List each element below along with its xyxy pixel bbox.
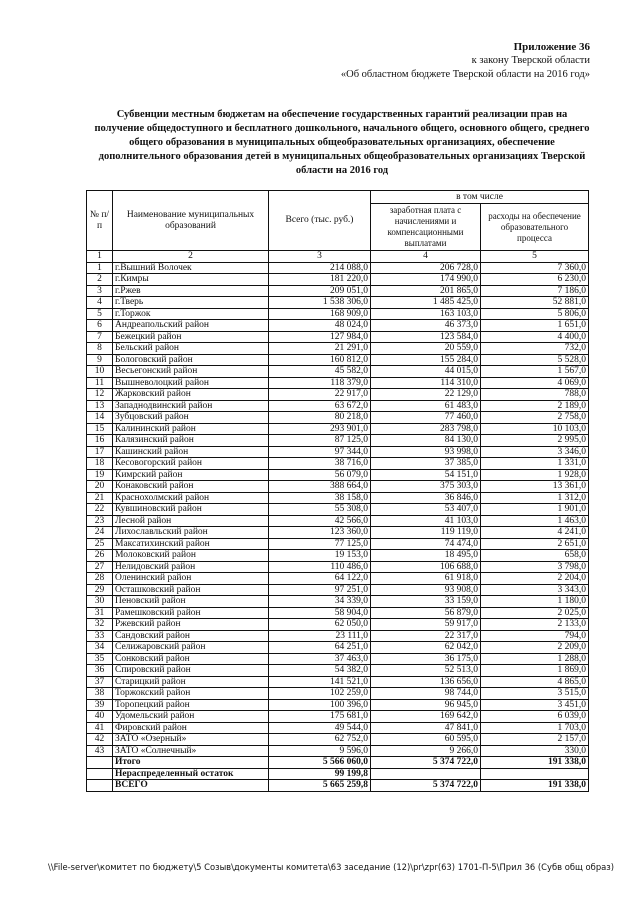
expenses-amount: 6 230,0 [481,274,589,286]
total-amount: 118 379,0 [269,377,371,389]
municipality-name: Вышневолоцкий район [113,377,269,389]
row-number: 17 [87,446,113,458]
expenses-amount: 5 806,0 [481,308,589,320]
salary-amount [371,768,481,780]
table-row [87,653,589,665]
table-row [87,699,589,711]
table-row [87,607,589,619]
total-amount: 168 909,0 [269,308,371,320]
table-row [87,285,589,297]
summary-label: Нераспределенный остаток [113,768,269,780]
salary-amount: 106 688,0 [371,561,481,573]
row-number: 14 [87,412,113,424]
row-number: 36 [87,665,113,677]
salary-amount: 47 841,0 [371,722,481,734]
expenses-amount: 658,0 [481,550,589,562]
table-row [87,354,589,366]
total-amount: 64 251,0 [269,642,371,654]
row-number: 35 [87,653,113,665]
expenses-amount: 191 338,0 [481,757,589,769]
total-amount: 22 917,0 [269,389,371,401]
expenses-amount: 4 069,0 [481,377,589,389]
municipality-name: Селижаровский район [113,642,269,654]
expenses-amount: 2 651,0 [481,538,589,550]
row-number: 28 [87,573,113,585]
total-amount: 77 125,0 [269,538,371,550]
expenses-amount: 7 360,0 [481,262,589,274]
row-number: 27 [87,561,113,573]
expenses-amount: 3 343,0 [481,584,589,596]
col-header-including: в том числе [371,191,589,204]
total-amount: 49 544,0 [269,722,371,734]
header-row-1 [87,191,589,204]
table-row [87,584,589,596]
expenses-amount: 794,0 [481,630,589,642]
municipality-name: Лихославльский район [113,527,269,539]
municipality-name: Оленинский район [113,573,269,585]
municipality-name: Зубцовский район [113,412,269,424]
col-header-name: Наименование муниципальных образований [113,191,269,251]
document-header [341,40,590,82]
salary-amount: 77 460,0 [371,412,481,424]
grand-total-row [87,780,589,792]
total-amount: 21 291,0 [269,343,371,355]
table-row [87,538,589,550]
expenses-amount: 3 798,0 [481,561,589,573]
row-number: 41 [87,722,113,734]
salary-amount: 5 374 722,0 [371,780,481,792]
expenses-amount: 4 865,0 [481,676,589,688]
table-row [87,297,589,309]
file-path-footer: \\File-server\комитет по бюджету\5 Созыв\документы комитета\63 заседание (12)\pr\zpr(63) 1701-П-5\Прил 36 (Субв общ образ) [48,862,615,872]
total-amount: 58 904,0 [269,607,371,619]
total-row [87,757,589,769]
row-number: 29 [87,584,113,596]
table-row [87,308,589,320]
salary-amount: 93 998,0 [371,446,481,458]
total-amount: 62 752,0 [269,734,371,746]
total-amount: 388 664,0 [269,481,371,493]
salary-amount: 52 513,0 [371,665,481,677]
expenses-amount: 330,0 [481,745,589,757]
salary-amount: 36 175,0 [371,653,481,665]
row-number: 8 [87,343,113,355]
table-row [87,274,589,286]
table-row [87,492,589,504]
total-amount: 19 153,0 [269,550,371,562]
table-row [87,469,589,481]
table-row [87,688,589,700]
appendix-number: Приложение 36 [513,41,590,53]
municipality-name: Конаковский район [113,481,269,493]
municipality-name: Осташковский район [113,584,269,596]
municipality-name: Удомельский район [113,711,269,723]
salary-amount: 136 656,0 [371,676,481,688]
total-amount: 209 051,0 [269,285,371,297]
expenses-amount: 1 869,0 [481,665,589,677]
table-row [87,458,589,470]
table-row [87,596,589,608]
expenses-amount: 788,0 [481,389,589,401]
table-row [87,561,589,573]
municipality-name: Фировский район [113,722,269,734]
table-row [87,400,589,412]
expenses-amount: 13 361,0 [481,481,589,493]
municipality-name: Бежецкий район [113,331,269,343]
table-row [87,665,589,677]
table-row [87,331,589,343]
municipality-name: Калининский район [113,423,269,435]
expenses-amount: 7 186,0 [481,285,589,297]
row-number: 9 [87,354,113,366]
expenses-amount: 191 338,0 [481,780,589,792]
salary-amount: 155 284,0 [371,354,481,366]
expenses-amount: 2 157,0 [481,734,589,746]
table-row [87,676,589,688]
salary-amount: 53 407,0 [371,504,481,516]
municipality-name: г.Ржев [113,285,269,297]
municipality-name: Жарковский район [113,389,269,401]
salary-amount: 60 595,0 [371,734,481,746]
total-amount: 87 125,0 [269,435,371,447]
municipality-name: Бельский район [113,343,269,355]
salary-amount: 18 495,0 [371,550,481,562]
total-amount: 80 218,0 [269,412,371,424]
total-amount: 55 308,0 [269,504,371,516]
table-row [87,745,589,757]
col-number: 4 [371,251,481,263]
municipality-name: Андреапольский район [113,320,269,332]
total-amount: 62 050,0 [269,619,371,631]
table-row [87,504,589,516]
expenses-amount: 2 025,0 [481,607,589,619]
row-number: 1 [87,262,113,274]
law-title: «Об областном бюджете Тверской области на 2016 год» [340,69,590,80]
table-row [87,262,589,274]
salary-amount: 114 310,0 [371,377,481,389]
empty-cell [87,757,113,769]
salary-amount: 283 798,0 [371,423,481,435]
row-number: 30 [87,596,113,608]
table-row [87,711,589,723]
salary-amount: 84 130,0 [371,435,481,447]
municipality-name: Кувшиновский район [113,504,269,516]
expenses-amount: 2 189,0 [481,400,589,412]
row-number: 10 [87,366,113,378]
salary-amount: 123 584,0 [371,331,481,343]
row-number: 7 [87,331,113,343]
total-amount: 99 199,8 [269,768,371,780]
table-row [87,619,589,631]
expenses-amount: 1 312,0 [481,492,589,504]
row-number: 26 [87,550,113,562]
total-amount: 1 538 306,0 [269,297,371,309]
row-number: 20 [87,481,113,493]
total-amount: 37 463,0 [269,653,371,665]
col-header-salary: заработная плата с начислениями и компенсационными выплатами [371,204,481,251]
expenses-amount: 6 039,0 [481,711,589,723]
expenses-amount: 2 133,0 [481,619,589,631]
salary-amount: 206 728,0 [371,262,481,274]
table-row [87,435,589,447]
row-number: 18 [87,458,113,470]
municipality-name: Спировский район [113,665,269,677]
total-amount: 214 088,0 [269,262,371,274]
salary-amount: 46 373,0 [371,320,481,332]
expenses-amount: 1 331,0 [481,458,589,470]
row-number: 3 [87,285,113,297]
row-number: 39 [87,699,113,711]
salary-amount: 41 103,0 [371,515,481,527]
municipality-name: Рамешковский район [113,607,269,619]
salary-amount: 33 159,0 [371,596,481,608]
salary-amount: 62 042,0 [371,642,481,654]
municipality-name: Бологовский район [113,354,269,366]
municipality-name: Сонковский район [113,653,269,665]
row-number: 38 [87,688,113,700]
municipality-name: г.Кимры [113,274,269,286]
expenses-amount: 5 528,0 [481,354,589,366]
summary-label: Итого [113,757,269,769]
salary-amount: 37 385,0 [371,458,481,470]
expenses-amount: 2 995,0 [481,435,589,447]
table-row [87,389,589,401]
municipality-name: Лесной район [113,515,269,527]
salary-amount: 20 559,0 [371,343,481,355]
salary-amount: 174 990,0 [371,274,481,286]
row-number: 4 [87,297,113,309]
municipality-name: Торопецкий район [113,699,269,711]
municipality-name: Сандовский район [113,630,269,642]
expenses-amount: 1 928,0 [481,469,589,481]
row-number: 12 [87,389,113,401]
row-number: 37 [87,676,113,688]
expenses-amount: 1 703,0 [481,722,589,734]
salary-amount: 9 266,0 [371,745,481,757]
total-amount: 5 665 259,8 [269,780,371,792]
salary-amount: 56 879,0 [371,607,481,619]
row-number: 31 [87,607,113,619]
row-number: 6 [87,320,113,332]
municipality-name: Кашинский район [113,446,269,458]
table-row [87,573,589,585]
table-row [87,412,589,424]
total-amount: 141 521,0 [269,676,371,688]
total-amount: 64 122,0 [269,573,371,585]
column-number-row [87,251,589,263]
expenses-amount: 52 881,0 [481,297,589,309]
total-amount: 181 220,0 [269,274,371,286]
table-row [87,446,589,458]
table-row [87,550,589,562]
salary-amount: 59 917,0 [371,619,481,631]
salary-amount: 163 103,0 [371,308,481,320]
total-amount: 123 360,0 [269,527,371,539]
salary-amount: 375 303,0 [371,481,481,493]
salary-amount: 74 474,0 [371,538,481,550]
total-amount: 175 681,0 [269,711,371,723]
salary-amount: 36 846,0 [371,492,481,504]
municipality-name: г.Вышний Волочек [113,262,269,274]
total-amount: 56 079,0 [269,469,371,481]
row-number: 13 [87,400,113,412]
municipality-name: Весьегонский район [113,366,269,378]
total-amount: 45 582,0 [269,366,371,378]
empty-cell [87,780,113,792]
total-amount: 102 259,0 [269,688,371,700]
municipality-name: Ржевский район [113,619,269,631]
row-number: 34 [87,642,113,654]
total-amount: 5 566 060,0 [269,757,371,769]
reserve-row [87,768,589,780]
salary-amount: 119 119,0 [371,527,481,539]
municipality-name: г.Торжок [113,308,269,320]
salary-amount: 54 151,0 [371,469,481,481]
salary-amount: 61 918,0 [371,573,481,585]
municipality-name: Максатихинский район [113,538,269,550]
row-number: 16 [87,435,113,447]
total-amount: 127 984,0 [269,331,371,343]
expenses-amount: 1 651,0 [481,320,589,332]
col-header-expenses: расходы на обеспечение образовательного процесса [481,204,589,251]
total-amount: 293 901,0 [269,423,371,435]
municipality-name: Молоковский район [113,550,269,562]
expenses-amount: 3 515,0 [481,688,589,700]
table-row [87,423,589,435]
total-amount: 100 396,0 [269,699,371,711]
salary-amount: 93 908,0 [371,584,481,596]
total-amount: 97 251,0 [269,584,371,596]
table-row [87,377,589,389]
expenses-amount: 10 103,0 [481,423,589,435]
total-amount: 38 716,0 [269,458,371,470]
salary-amount: 22 317,0 [371,630,481,642]
table-row [87,320,589,332]
row-number: 33 [87,630,113,642]
row-number: 32 [87,619,113,631]
expenses-amount: 2 209,0 [481,642,589,654]
expenses-amount: 4 241,0 [481,527,589,539]
empty-cell [87,768,113,780]
row-number: 15 [87,423,113,435]
expenses-amount: 732,0 [481,343,589,355]
salary-amount: 169 642,0 [371,711,481,723]
table-row [87,642,589,654]
total-amount: 54 382,0 [269,665,371,677]
row-number: 5 [87,308,113,320]
expenses-amount: 1 463,0 [481,515,589,527]
municipality-name: Старицкий район [113,676,269,688]
expenses-amount: 2 204,0 [481,573,589,585]
expenses-amount: 3 346,0 [481,446,589,458]
total-amount: 38 158,0 [269,492,371,504]
row-number: 11 [87,377,113,389]
municipality-name: Краснохолмский район [113,492,269,504]
expenses-amount: 1 567,0 [481,366,589,378]
total-amount: 110 486,0 [269,561,371,573]
municipality-name: г.Тверь [113,297,269,309]
salary-amount: 201 865,0 [371,285,481,297]
salary-amount: 98 744,0 [371,688,481,700]
summary-label: ВСЕГО [113,780,269,792]
table-row [87,527,589,539]
municipality-name: ЗАТО «Озерный» [113,734,269,746]
col-header-num: № п/п [87,191,113,251]
expenses-amount: 2 758,0 [481,412,589,424]
expenses-amount: 1 180,0 [481,596,589,608]
salary-amount: 44 015,0 [371,366,481,378]
expenses-amount [481,768,589,780]
total-amount: 23 111,0 [269,630,371,642]
expenses-amount: 1 288,0 [481,653,589,665]
salary-amount: 5 374 722,0 [371,757,481,769]
total-amount: 9 596,0 [269,745,371,757]
col-number: 3 [269,251,371,263]
salary-amount: 22 129,0 [371,389,481,401]
table-row [87,515,589,527]
table-row [87,734,589,746]
total-amount: 48 024,0 [269,320,371,332]
municipality-name: Кимрский район [113,469,269,481]
row-number: 19 [87,469,113,481]
table-row [87,722,589,734]
municipality-name: Калязинский район [113,435,269,447]
row-number: 24 [87,527,113,539]
row-number: 21 [87,492,113,504]
expenses-amount: 3 451,0 [481,699,589,711]
table-row [87,366,589,378]
row-number: 42 [87,734,113,746]
col-header-total: Всего (тыс. руб.) [269,191,371,251]
row-number: 25 [87,538,113,550]
document-title: Субвенции местным бюджетам на обеспечение государственных гарантий реализации прав на получение общедоступного и бесплатного дошкольного, начального общего, основного общего, среднего общего образования в муниципальных общеобразовательных организациях, обеспечение дополнительного образования детей в муниципальных общеобразовательных организациях Тверской области на 2016 год [94,109,590,176]
total-amount: 63 672,0 [269,400,371,412]
salary-amount: 96 945,0 [371,699,481,711]
total-amount: 42 566,0 [269,515,371,527]
salary-amount: 1 485 425,0 [371,297,481,309]
row-number: 23 [87,515,113,527]
total-amount: 34 339,0 [269,596,371,608]
col-number: 2 [113,251,269,263]
subvention-table [86,190,589,792]
municipality-name: ЗАТО «Солнечный» [113,745,269,757]
row-number: 43 [87,745,113,757]
col-number: 1 [87,251,113,263]
row-number: 2 [87,274,113,286]
row-number: 40 [87,711,113,723]
table-row [87,481,589,493]
municipality-name: Пеновский район [113,596,269,608]
law-reference: к закону Тверской области [471,55,590,66]
expenses-amount: 1 901,0 [481,504,589,516]
municipality-name: Кесовогорский район [113,458,269,470]
municipality-name: Торжокский район [113,688,269,700]
row-number: 22 [87,504,113,516]
expenses-amount: 4 400,0 [481,331,589,343]
municipality-name: Нелидовский район [113,561,269,573]
total-amount: 97 344,0 [269,446,371,458]
col-number: 5 [481,251,589,263]
municipality-name: Западнодвинский район [113,400,269,412]
table-row [87,630,589,642]
total-amount: 160 812,0 [269,354,371,366]
salary-amount: 61 483,0 [371,400,481,412]
table-row [87,343,589,355]
